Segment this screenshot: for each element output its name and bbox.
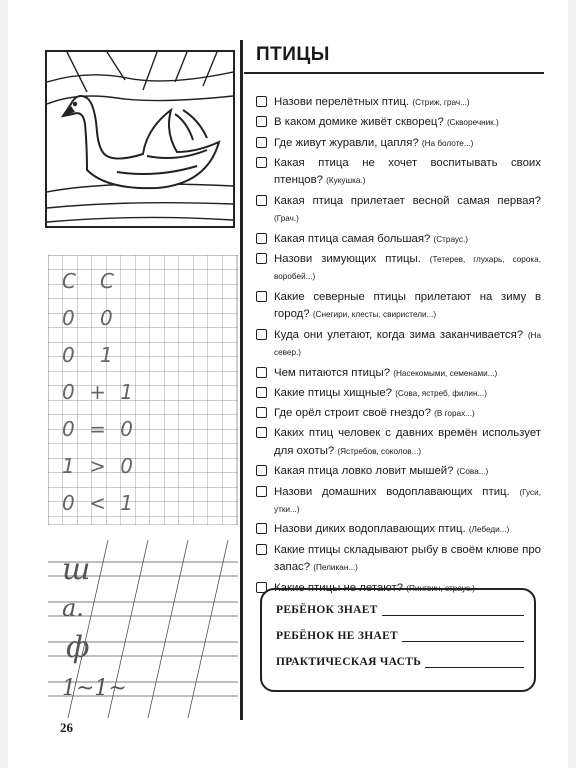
checkbox[interactable] — [256, 253, 267, 264]
grid-cell-a: С — [62, 269, 80, 293]
checkbox[interactable] — [256, 195, 267, 206]
checkbox[interactable] — [256, 329, 267, 340]
question-item — [256, 365, 541, 383]
grid-cell-b: 0 — [100, 306, 113, 330]
result-practice-row — [276, 656, 524, 668]
question-item — [256, 135, 541, 153]
question-text: Назови зимующих птицы. — [274, 252, 421, 265]
question-item — [256, 114, 541, 132]
grid-cell-a: 1 > 0 — [62, 454, 137, 478]
question-text: Какие птицы складывают рыбу в своём клюве про запас? — [274, 543, 541, 574]
checkbox[interactable] — [256, 233, 267, 244]
question-text: Назови диких водоплавающих птиц. — [274, 523, 466, 536]
checkbox[interactable] — [256, 486, 267, 497]
question-hint: (Тетерев, глухарь, сорока, воробей...) — [274, 254, 541, 282]
workbook-page — [8, 0, 568, 768]
checkbox[interactable] — [256, 137, 267, 148]
grid-cell-b: 1 — [100, 343, 113, 367]
question-item — [256, 155, 541, 190]
question-text: Каких птиц человек с давних времён использует для охоты? — [274, 427, 541, 457]
question-hint: (Сова, ястреб, филин...) — [395, 388, 488, 398]
checkbox[interactable] — [256, 544, 267, 555]
question-text: Назови домашних водоплавающих птиц. — [274, 485, 510, 498]
title-rule — [244, 72, 544, 74]
checkbox[interactable] — [256, 407, 267, 418]
question-hint: (Ястребов, соколов...) — [337, 446, 422, 456]
question-item — [256, 463, 541, 481]
checkbox[interactable] — [256, 427, 267, 438]
question-text: Какая птица ловко ловит мышей? — [274, 465, 454, 478]
question-list — [256, 94, 541, 600]
result-knows-line[interactable] — [382, 604, 524, 616]
swan-drawing — [47, 52, 233, 226]
question-hint: (Гуси, утки...) — [274, 487, 541, 515]
cursive-row-1: ш — [62, 552, 91, 587]
question-hint: (Насекомыми, семенами...) — [393, 368, 498, 378]
column-divider — [240, 40, 243, 720]
question-text: Какая птица прилетает весной самая первая? — [274, 194, 541, 207]
checkbox[interactable] — [256, 116, 267, 127]
question-text: Где живут журавли, цапля? — [274, 136, 419, 149]
question-item — [256, 521, 541, 539]
cursive-row-4: 1~1~ — [62, 676, 127, 701]
question-item — [256, 193, 541, 228]
question-hint: (Лебеди...) — [468, 525, 510, 535]
question-hint: (Пеликан...) — [313, 563, 358, 573]
question-text: Где орёл строит своё гнездо? — [274, 407, 431, 420]
question-text: В каком домике живёт скворец? — [274, 116, 444, 129]
question-item — [256, 542, 541, 577]
question-item — [256, 484, 541, 519]
cursive-row-3: ф — [66, 630, 90, 665]
question-hint: (Страус.) — [433, 234, 469, 244]
question-hint: (На север.) — [274, 330, 542, 358]
checkbox[interactable] — [256, 367, 267, 378]
question-hint: (На болоте...) — [421, 138, 474, 148]
grid-cell-a: 0 < 1 — [62, 491, 137, 515]
result-knows-label: РЕБЁНОК ЗНАЕТ — [276, 604, 378, 616]
question-hint: (Грач.) — [274, 214, 299, 224]
question-item — [256, 231, 541, 249]
question-item — [256, 251, 541, 286]
result-knows-row — [276, 604, 524, 616]
question-hint: (Пингвин, страус.) — [406, 583, 475, 593]
checkbox[interactable] — [256, 157, 267, 168]
question-hint: (Скворечник.) — [446, 118, 499, 128]
question-hint: (В горах...) — [434, 409, 475, 419]
page-number: 26 — [60, 720, 73, 735]
question-item — [256, 289, 541, 324]
question-hint: (Сова...) — [456, 467, 489, 477]
checkbox[interactable] — [256, 523, 267, 534]
checkbox[interactable] — [256, 291, 267, 302]
question-item — [256, 94, 541, 112]
result-not-knows-label: РЕБЁНОК НЕ ЗНАЕТ — [276, 630, 399, 642]
result-practice-label: ПРАКТИЧЕСКАЯ ЧАСТЬ — [276, 656, 422, 668]
question-hint: (Снегири, клесты, свиристели...) — [312, 310, 437, 320]
question-item — [256, 425, 541, 460]
question-hint: (Стриж, грач...) — [412, 98, 470, 107]
question-text: Какие птицы хищные? — [274, 386, 393, 399]
result-box — [260, 588, 536, 692]
question-item — [256, 327, 541, 362]
question-text: Какая птица самая большая? — [274, 232, 431, 245]
result-not-knows-row — [276, 630, 524, 642]
grid-cell-a: 0 = 0 — [62, 417, 137, 441]
question-text: Какие птицы не летают? — [274, 581, 404, 594]
question-item — [256, 405, 541, 423]
grid-cell-a: 0 + 1 — [62, 380, 137, 404]
grid-cell-a: 0 — [62, 306, 79, 330]
question-item — [256, 385, 541, 403]
question-text: Какая птица не хочет воспитывать своих птенцов? — [274, 156, 541, 187]
result-not-knows-line[interactable] — [402, 630, 524, 642]
cursive-copybook — [48, 540, 238, 718]
swan-illustration — [45, 50, 235, 228]
question-hint: (Кукушка.) — [326, 176, 366, 186]
checkbox[interactable] — [256, 465, 267, 476]
checkbox[interactable] — [256, 387, 267, 398]
checkbox[interactable] — [256, 96, 267, 107]
question-text: Куда они улетают, когда зима заканчивается? — [274, 328, 524, 341]
grid-cell-b: С — [100, 269, 114, 293]
result-practice-line[interactable] — [425, 656, 524, 668]
grid-cell-a: 0 — [62, 343, 79, 367]
question-text: Назови перелётных птиц. — [274, 96, 410, 108]
cursive-row-2: а. — [62, 594, 84, 622]
page-title: ПТИЦЫ — [256, 44, 330, 65]
number-writing-grid — [48, 255, 238, 525]
question-text: Чем питаются птицы? — [274, 366, 391, 379]
question-text: Какие северные птицы прилетают на зиму в город? — [274, 290, 541, 321]
